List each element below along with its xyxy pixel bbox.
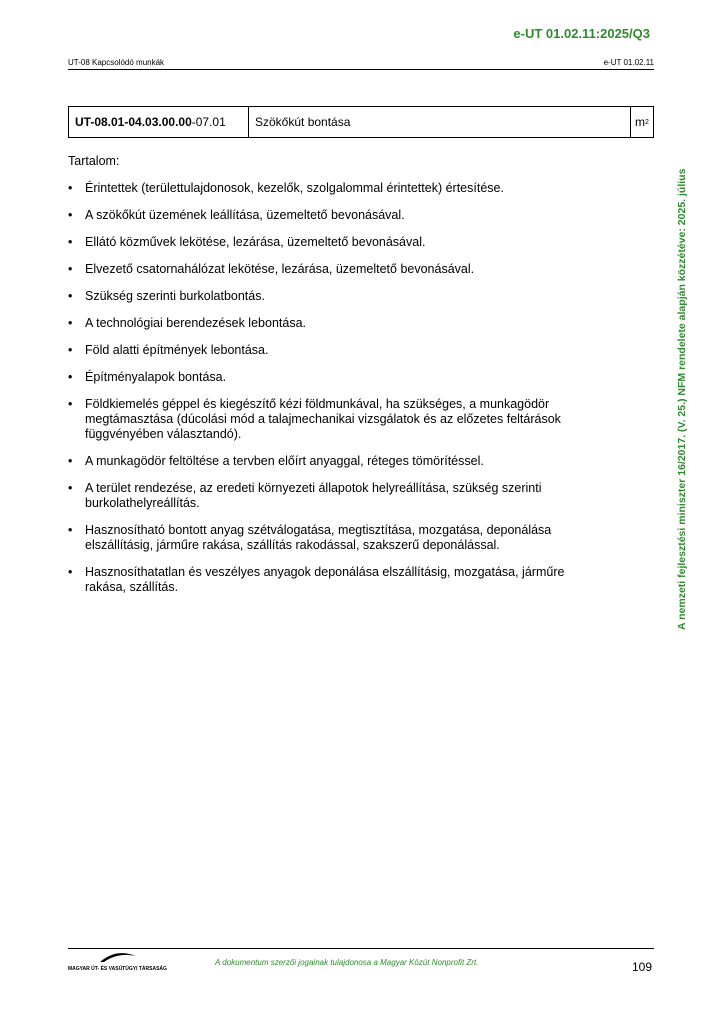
list-item: • A technológiai berendezések lebontása. (68, 316, 608, 331)
content-bullet-list (68, 181, 608, 607)
content-title: Tartalom: (68, 154, 120, 168)
item-unit-exponent: 2 (645, 118, 649, 126)
running-header (68, 58, 654, 70)
list-item: • Szükség szerinti burkolatbontás. (68, 289, 608, 304)
item-name-cell (249, 107, 631, 137)
copyright-notice: A dokumentum szerzői jogainak tulajdonosa a Magyar Közút Nonprofit Zrt. (215, 958, 479, 967)
header-doc-ref: e-UT 01.02.11 (603, 58, 654, 67)
document-code: e-UT 01.02.11:2025/Q3 (513, 26, 650, 41)
footer-divider (68, 948, 654, 949)
list-item: • A szökőkút üzemének leállítása, üzemeltető bevonásával. (68, 208, 608, 223)
item-unit: m (635, 115, 646, 129)
section-title: UT-08 Kapcsolódó munkák (68, 58, 165, 67)
list-item: • Ellátó közművek lekötése, lezárása, üzemeltető bevonásával. (68, 235, 608, 250)
list-item: • Föld alatti építmények lebontása. (68, 343, 608, 358)
list-item: • Földkiemelés géppel és kiegészítő kézi földmunkával, ha szükséges, a munkagödör megtámasztása (dúcolási mód a talajmechanikai vizsgálatok és az előzetes feltárások függvényében választandó). (68, 397, 608, 442)
list-item: • Hasznosítható bontott anyag szétválogatása, megtisztítása, mozgatása, deponálása elszállításig, járműre rakása, szállítás rakodással, szakszerű deponálással. (68, 523, 608, 553)
logo-swoosh-icon (98, 950, 138, 964)
list-item: • A terület rendezése, az eredeti környezeti állapotok helyreállítása, szükség szerinti burkolathelyreállítás. (68, 481, 608, 511)
item-code-suffix: -07.01 (191, 115, 226, 129)
logo-text: MAGYAR ÚT- ÉS VASÚTÜGYI TÁRSASÁG (68, 966, 167, 972)
item-name: Szökőkút bontása (255, 115, 351, 129)
item-code-cell (69, 107, 249, 137)
item-unit-cell (631, 107, 653, 137)
page-number: 109 (631, 960, 652, 974)
list-item: • Érintettek (területtulajdonosok, kezelők, szolgalommal érintettek) értesítése. (68, 181, 608, 196)
society-logo (68, 950, 168, 972)
publication-note: A nemzeti fejlesztési miniszter 16/2017. (V. 25.) NFM rendelete alapján közzétéve: 2025. július (676, 168, 688, 630)
list-item: • A munkagödör feltöltése a tervben előírt anyaggal, réteges tömörítéssel. (68, 454, 608, 469)
item-header-table (68, 106, 654, 138)
list-item: • Építményalapok bontása. (68, 370, 608, 385)
list-item: • Hasznosíthatatlan és veszélyes anyagok deponálása elszállításig, mozgatása, járműre rakása, szállítás. (68, 565, 608, 595)
item-code: UT-08.01-04.03.00.00 (75, 115, 192, 129)
list-item: • Elvezető csatornahálózat lekötése, lezárása, üzemeltető bevonásával. (68, 262, 608, 277)
